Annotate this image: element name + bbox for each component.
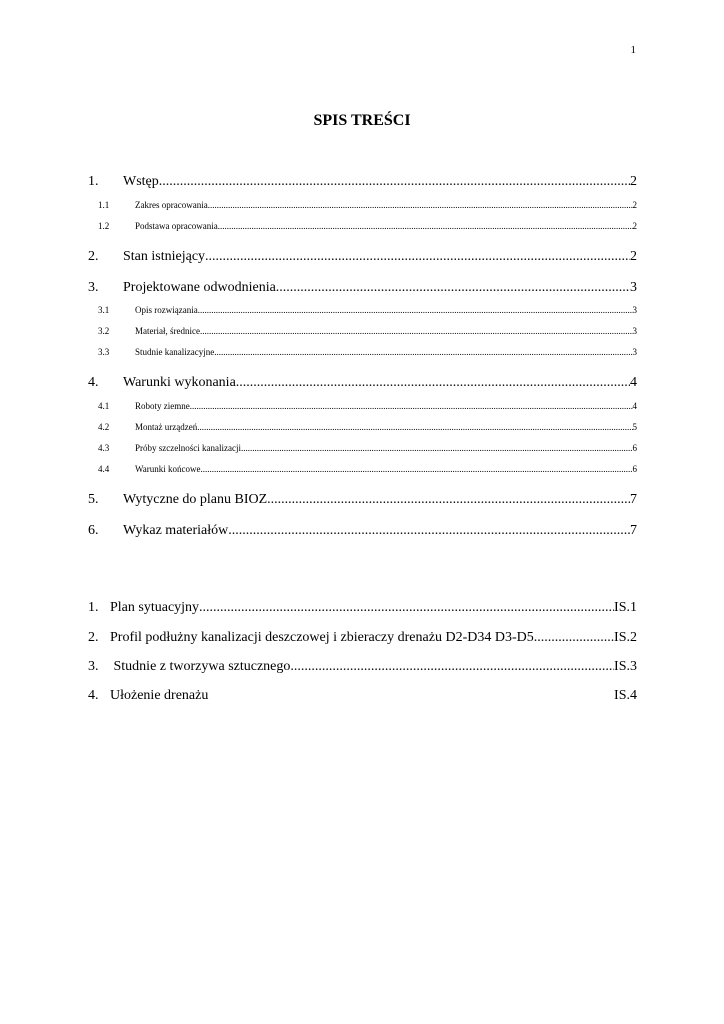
toc-row (98, 443, 637, 453)
attachment-page: IS.3 (614, 659, 637, 674)
toc-number: 1.1 (98, 200, 110, 210)
toc-page: 7 (630, 492, 637, 507)
toc-leader (198, 305, 633, 315)
toc-label: Opis rozwiązania (135, 305, 198, 315)
toc-page: 3 (630, 280, 637, 295)
toc-label: Studnie kanalizacyjne (135, 347, 215, 357)
toc-leader (236, 375, 630, 391)
toc-label: Montaż urządzeń (135, 422, 198, 432)
attachment-page: IS.2 (614, 630, 637, 645)
toc-leader (159, 174, 630, 190)
toc-number: 4.3 (98, 443, 110, 453)
toc-leader (241, 443, 633, 453)
toc-row (98, 401, 637, 411)
attachment-leader (199, 600, 614, 616)
attachment-number: 3. (88, 659, 99, 674)
toc-number: 4. (88, 375, 99, 390)
toc-row (98, 464, 637, 474)
toc-page: 7 (630, 523, 637, 538)
toc-row (88, 492, 637, 508)
toc-number: 2. (88, 249, 99, 264)
toc-leader (218, 221, 633, 231)
toc-label: Materiał, średnice (135, 326, 200, 336)
toc-number: 1. (88, 174, 99, 189)
attachment-label: Ułożenie drenażu (110, 688, 209, 703)
toc-number: 3.2 (98, 326, 110, 336)
toc-label: Projektowane odwodnienia (123, 280, 276, 295)
toc-number: 5. (88, 492, 99, 507)
toc-row (88, 523, 637, 539)
toc-number: 4.1 (98, 401, 110, 411)
attachment-row (88, 659, 637, 675)
toc-label: Podstawa opracowania (135, 221, 218, 231)
toc-page: 3 (632, 326, 637, 336)
attachment-page: IS.1 (614, 600, 637, 615)
toc-leader (197, 422, 632, 432)
toc-number: 3. (88, 280, 99, 295)
toc-row (98, 347, 637, 357)
toc-leader (267, 492, 630, 508)
toc-label: Wstęp (123, 174, 159, 189)
toc-row (88, 174, 637, 190)
toc-leader (205, 249, 630, 265)
toc-row (88, 249, 637, 265)
attachment-number: 1. (88, 600, 99, 615)
attachment-row (88, 688, 637, 704)
toc-page: 2 (632, 221, 637, 231)
attachment-leader (290, 659, 614, 675)
toc-label: Próby szczelności kanalizacji (135, 443, 241, 453)
toc-row (98, 221, 637, 231)
attachment-label: Profil podłużny kanalizacji deszczowej i zbieraczy drenażu D2-D34 D3-D5 (110, 630, 534, 645)
toc-page: 5 (632, 422, 637, 432)
toc-label: Roboty ziemne (135, 401, 190, 411)
toc-row (88, 375, 637, 391)
attachment-page: IS.4 (614, 688, 637, 703)
toc-leader (228, 523, 630, 539)
toc-leader (190, 401, 633, 411)
toc-number: 3.3 (98, 347, 110, 357)
toc-row (98, 326, 637, 336)
toc-page: 2 (630, 249, 637, 264)
toc-page: 3 (632, 305, 637, 315)
toc-row (88, 280, 637, 296)
toc-page: 2 (630, 174, 637, 189)
toc-page: 4 (632, 401, 637, 411)
toc-row (98, 200, 637, 210)
toc-number: 4.4 (98, 464, 110, 474)
attachment-number: 4. (88, 688, 99, 703)
toc-number: 6. (88, 523, 99, 538)
toc-row (98, 422, 637, 432)
attachment-row (88, 600, 637, 616)
toc-page: 6 (632, 443, 637, 453)
toc-label: Zakres opracowania (135, 200, 208, 210)
attachment-number: 2. (88, 630, 99, 645)
toc-label: Wykaz materiałów (123, 523, 229, 538)
page-title: SPIS TREŚCI (313, 112, 411, 129)
page-number: 1 (630, 44, 636, 56)
attachment-label: Plan sytuacyjny (110, 600, 200, 615)
toc-label: Wytyczne do planu BIOZ (123, 492, 268, 507)
toc-label: Warunki wykonania (123, 375, 236, 390)
toc-number: 1.2 (98, 221, 110, 231)
attachment-leader (534, 630, 614, 646)
toc-page: 6 (632, 464, 637, 474)
toc-leader (201, 464, 633, 474)
toc-label: Warunki końcowe (135, 464, 201, 474)
toc-leader (276, 280, 630, 296)
toc-number: 4.2 (98, 422, 110, 432)
toc-leader (208, 200, 633, 210)
toc-number: 3.1 (98, 305, 110, 315)
toc-leader (214, 347, 632, 357)
toc-leader (200, 326, 633, 336)
toc-page: 3 (632, 347, 637, 357)
attachment-row (88, 630, 637, 646)
toc-row (98, 305, 637, 315)
toc-page: 4 (630, 375, 637, 390)
attachment-label: Studnie z tworzywa sztucznego (110, 659, 291, 674)
toc-page: 2 (632, 200, 637, 210)
toc-label: Stan istniejący (123, 249, 206, 264)
